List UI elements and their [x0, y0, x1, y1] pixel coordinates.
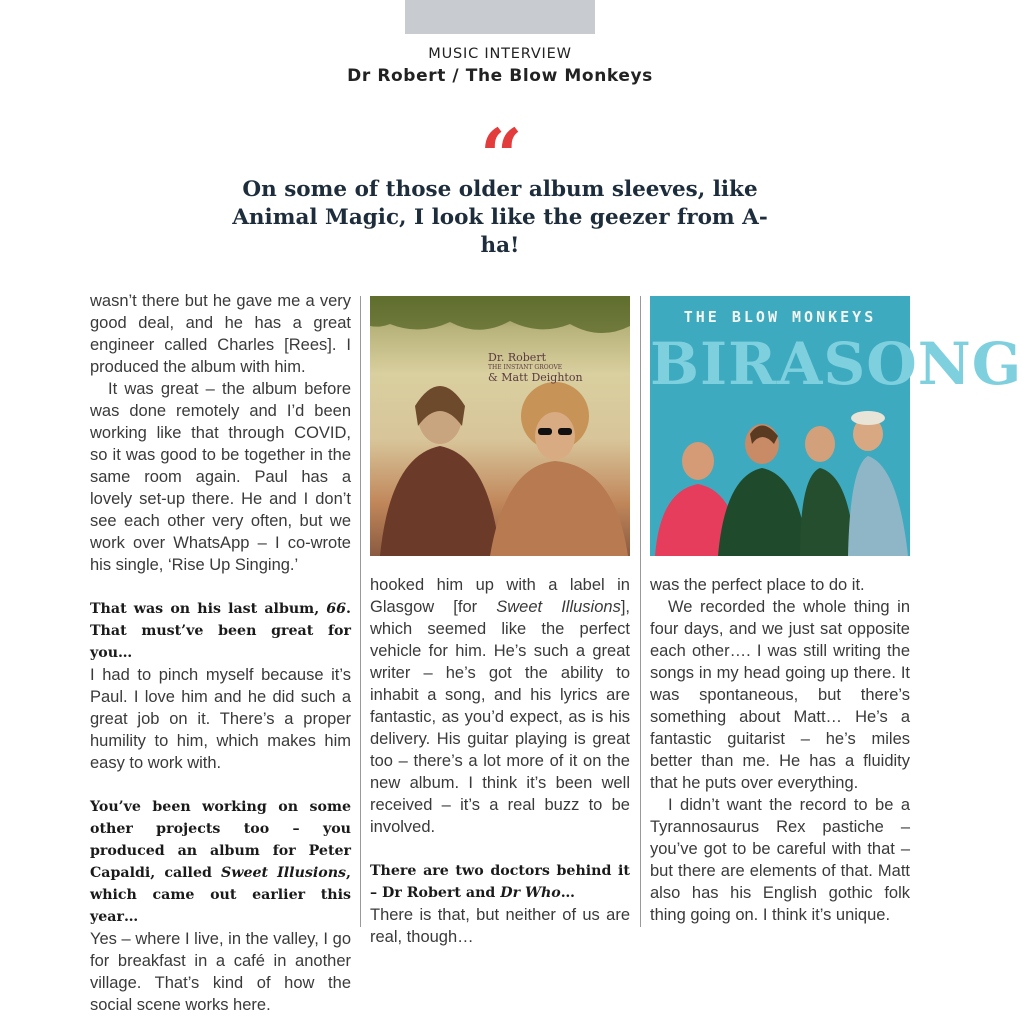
question: That was on his last album, 66. That must’ve been great for you… [90, 601, 351, 661]
paragraph: wasn’t there but he gave me a very good deal, and he has a great engineer called Charles [Rees]. I produced the album with him. [90, 292, 351, 376]
cover-art [370, 296, 630, 556]
question: There are two doctors behind it – Dr Robert and Dr Who… [370, 863, 630, 901]
album-cover-birasong [650, 296, 1022, 556]
cover-title: & Matt Deighton [488, 371, 583, 384]
cover-band: THE BLOW MONKEYS [683, 308, 877, 326]
album-cover-sweet-illusions [370, 296, 630, 556]
cover-album-title: BIRASONG [650, 330, 1022, 398]
column-1 [90, 290, 351, 1016]
column-divider [360, 296, 361, 927]
cover-subtitle: THE INSTANT GROOVE [488, 364, 563, 371]
answer: Yes – where I live, in the valley, I go for breakfast in a café in another village. That’s kind of how the social scene works here. [90, 930, 351, 1014]
answer: There is that, but neither of us are real, though… [370, 906, 630, 946]
column-2 [370, 574, 630, 948]
header-tab [405, 0, 595, 34]
paragraph: was the perfect place to do it. [650, 576, 865, 594]
interview-subject: Dr Robert / The Blow Monkeys [347, 66, 653, 86]
paragraph: I didn’t want the record to be a Tyrannosaurus Rex pastiche – you’ve got to be careful with that – but there are elements of that. Matt also has his English gothic folk thing going on. I think it’s unique. [650, 796, 910, 924]
paragraph: hooked him up with a label in Glasgow [for Sweet Illusions], which seemed like the perfect vehicle for him. He’s such a great writer – he’s got the ability to inhabit a song, and his lyrics are fantastic, as you’d expect, as is his delivery. His guitar playing is great too – there’s a lot more of it on the new album. I think it’s been well received – it’s a real buzz to be involved. [370, 576, 630, 836]
paragraph: We recorded the whole thing in four days, and we just sat opposite each other…. I was still writing the songs in my head going up there. It was spontaneous, but there’s something about Matt… He’s a fantastic guitarist – he’s miles better than me. He has a fluidity that he puts over everything. [650, 598, 910, 792]
question: You’ve been working on some other projects too – you produced an album for Peter Capaldi, called Sweet Illusions, which came out earlier this year… [90, 799, 351, 925]
cover-art [650, 296, 1022, 556]
answer: I had to pinch myself because it’s Paul. I love him and he did such a great job on it. There’s a proper humility to him, which makes him easy to work with. [90, 666, 351, 772]
cover-title: Dr. Robert [488, 351, 546, 364]
quote-mark-icon: “ [480, 114, 523, 200]
section-label: MUSIC INTERVIEW [428, 46, 572, 62]
pull-quote: On some of those older album sleeves, like Animal Magic, I look like the geezer from A-ha! [232, 177, 768, 258]
column-3 [650, 574, 910, 926]
column-divider [640, 296, 641, 927]
paragraph: It was great – the album before was done remotely and I’d been working like that through COVID, so it was good to be together in the same room again. Paul has a lovely set-up there. He and I don’t see each other very often, but we work over WhatsApp – I co-wrote his single, ‘Rise Up Singing.’ [90, 380, 351, 574]
